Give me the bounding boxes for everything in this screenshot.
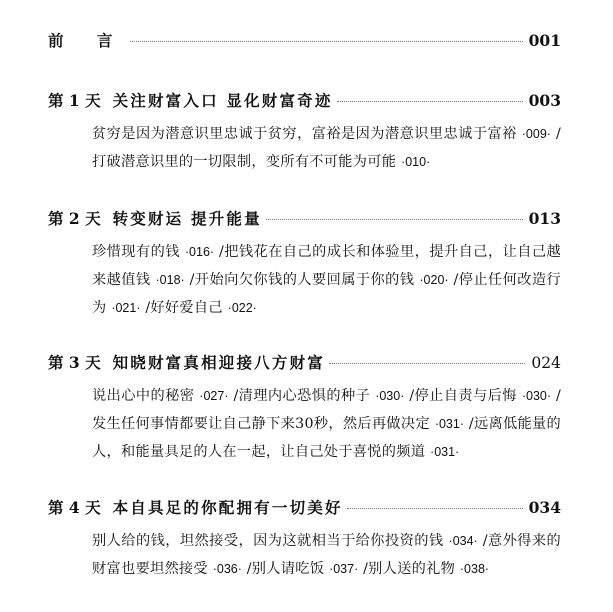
- subsection-title[interactable]: /远离低能量的人，和能量具足的人在一起，让自己处于喜悦的频道: [92, 416, 562, 460]
- subsection-page: ·021·: [111, 301, 141, 315]
- subsection-page: ·038·: [459, 562, 490, 576]
- subsection-title[interactable]: /意外得来的财富也要坦然接受: [92, 533, 562, 577]
- subsection-title[interactable]: 贫穷是因为潜意识里忠诚于贫穷，富裕是因为潜意识里忠诚于富裕: [92, 126, 517, 142]
- subsection-page: ·031·: [430, 445, 460, 459]
- subsection-page: ·010·: [401, 155, 431, 169]
- preface-page: 001: [528, 31, 561, 50]
- subsection-title[interactable]: /打破潜意识里的一切限制，变所有不可能为可能: [92, 126, 562, 170]
- subsection-page: ·037·: [329, 562, 359, 576]
- subsection-page: ·020·: [419, 273, 449, 287]
- subsection-title[interactable]: /好好爱自己: [145, 300, 223, 316]
- subsection-list: [92, 120, 561, 176]
- chapter-page: 003: [528, 91, 561, 110]
- subsection-page: ·027·: [199, 389, 229, 403]
- dot-leader: [130, 41, 522, 42]
- subsection-title[interactable]: 说出心中的秘密: [92, 388, 195, 404]
- dot-leader: [347, 508, 523, 509]
- subsection-title[interactable]: 珍惜现有的钱: [92, 244, 180, 260]
- subsection-title[interactable]: /把钱花在自己的成长和体验里，提升自己，让自己越来越值钱: [92, 244, 562, 288]
- subsection-page: ·022·: [227, 301, 257, 315]
- preface-heading: [48, 30, 561, 52]
- chapter-day: 第 4 天: [48, 498, 101, 517]
- subsection-page: ·018·: [155, 273, 185, 287]
- chapter-heading[interactable]: [48, 497, 561, 519]
- chapter-heading[interactable]: [48, 90, 561, 112]
- subsection-page: ·034·: [448, 534, 478, 548]
- chapter-heading[interactable]: [48, 208, 561, 230]
- subsection-title[interactable]: /别人请吃饭: [246, 561, 325, 577]
- subsection-title[interactable]: /清理内心恐惧的种子: [233, 388, 371, 404]
- chapter-day: 第 2 天: [48, 209, 101, 228]
- chapter-page: 024: [531, 354, 561, 372]
- subsection-list: [92, 382, 561, 466]
- toc-chapter-day-2: [48, 208, 561, 322]
- preface-title: 前 言: [48, 31, 127, 50]
- subsection-page: ·036·: [212, 562, 242, 576]
- subsection-list: [92, 238, 561, 322]
- dot-leader: [266, 219, 523, 220]
- subsection-title[interactable]: /停止任何改造行为: [92, 272, 562, 316]
- subsection-title[interactable]: /停止自责与后悔: [409, 388, 517, 404]
- subsection-page: ·009·: [521, 127, 551, 141]
- chapter-title: 本自具足的你配拥有一切美好: [112, 498, 343, 517]
- subsection-title[interactable]: /开始向欠你钱的人要回属于你的钱: [189, 272, 415, 288]
- chapter-page: 013: [528, 209, 561, 228]
- subsection-page: ·030·: [375, 389, 405, 403]
- chapter-title: 知晓财富真相迎接八方财富: [112, 353, 325, 372]
- chapter-day: 第 1 天: [48, 91, 101, 110]
- subsection-page: ·031·: [434, 417, 464, 431]
- subsection-page: ·016·: [184, 245, 215, 259]
- subsection-page: ·030·: [521, 389, 552, 403]
- chapter-heading[interactable]: [48, 352, 561, 374]
- subsection-list: [92, 527, 561, 583]
- chapter-title: 关注财富入口 显化财富奇迹: [112, 91, 333, 110]
- dot-leader: [329, 363, 525, 364]
- chapter-day: 第 3 天: [48, 353, 101, 372]
- toc-preface[interactable]: [48, 30, 561, 52]
- subsection-title[interactable]: /发生任何事情都要让自己静下来30秒，然后再做决定: [92, 388, 562, 432]
- chapter-title: 转变财运 提升能量: [112, 209, 262, 228]
- subsection-title[interactable]: 别人给的钱，坦然接受，因为这就相当于给你投资的钱: [92, 533, 444, 549]
- subsection-title[interactable]: /别人送的礼物: [363, 561, 456, 577]
- dot-leader: [337, 101, 523, 102]
- toc-chapter-day-4: [48, 497, 561, 583]
- toc-chapter-day-1: [48, 90, 561, 176]
- chapter-page: 034: [528, 498, 561, 517]
- toc-chapter-day-3: [48, 352, 561, 466]
